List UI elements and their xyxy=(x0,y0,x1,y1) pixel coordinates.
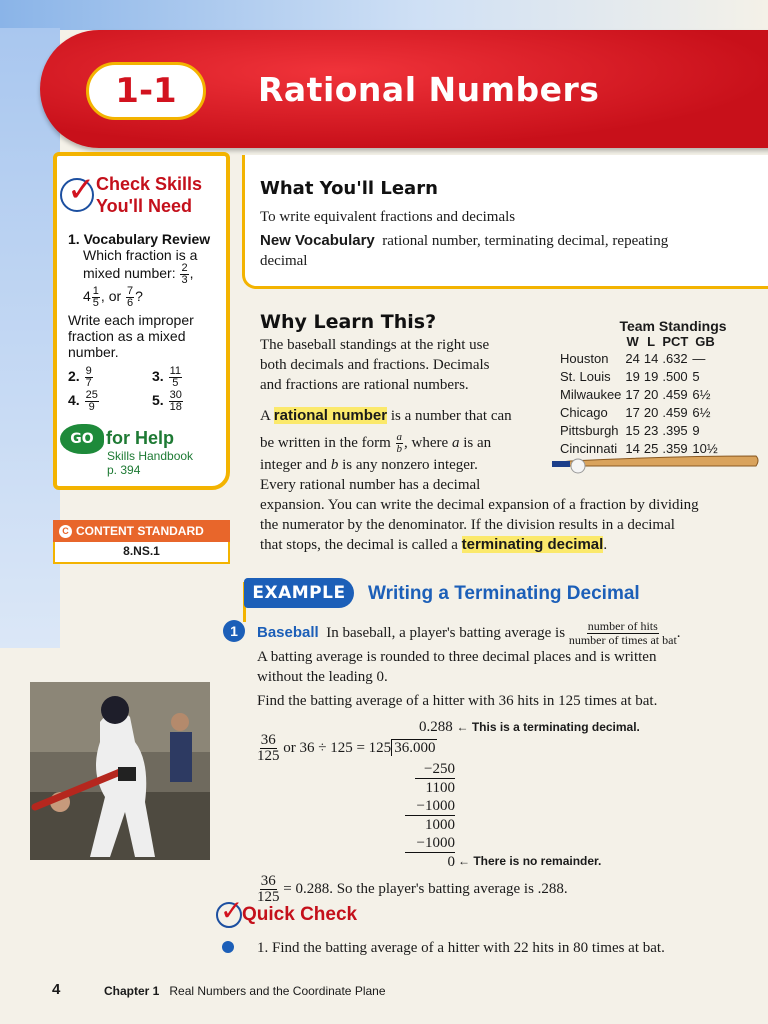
table-row: Pittsburgh 15 23 .395 9 xyxy=(560,423,700,438)
terminating-note: ← This is a terminating decimal. xyxy=(456,720,640,734)
quick-check-question: 1. Find the batting average of a hitter with 22 hits in 80 times at bat. xyxy=(257,940,665,956)
baseball-bat-icon xyxy=(550,452,760,476)
chapter-footer: Chapter 1 Real Numbers and the Coordinate Plane xyxy=(104,984,386,998)
table-row: Milwaukee 17 20 .459 6½ xyxy=(560,387,711,402)
standings-title: Team Standings xyxy=(619,318,727,334)
division-quotient: 0.288 ← This is a terminating decimal. xyxy=(419,719,640,735)
learn-objective: To write equivalent fractions and decimals xyxy=(260,209,516,225)
quick-check-title: Quick Check xyxy=(242,904,358,925)
skills-handbook-ref: Skills Handbook p. 394 xyxy=(107,449,194,477)
division-result: $\frac{36}{125}$ = 0.288. So the player's batting average is .288. xyxy=(257,873,568,905)
go-arrow-icon[interactable]: GO xyxy=(60,424,104,454)
content-standard-header: C CONTENT STANDARD xyxy=(53,520,230,542)
vocab-review-question: 1. Vocabulary Review Which fraction is a mixed number: $\frac{2}{3}$ , 4 $\frac{1}{5}$ , or $\frac{7}{6}$ ? xyxy=(68,231,211,309)
example-number: 1 xyxy=(223,620,245,642)
division-setup: $\frac{36}{125}$ or 36 ÷ 125 = 125 36.000 xyxy=(257,732,436,764)
team-standings-table xyxy=(558,318,768,458)
why-learn-heading: Why Learn This? xyxy=(260,311,437,333)
table-row: Cincinnati 14 25 .359 10½ xyxy=(560,441,718,456)
page-title: Rational Numbers xyxy=(258,70,600,109)
rational-number-definition: A rational number is a number that can be written in the form $\frac{a}{b}$ , where a is an integer and b is any nonzero integer. Every rational number has a decimal expansion. You can write the decimal expansion of a fraction by dividing the numerator by the denominator. If the division results in a decimal that stops, the decimal is called a terminating decimal. xyxy=(260,407,699,553)
division-steps: −250 1100 −1000 1000 −1000 0 xyxy=(395,760,455,871)
lesson-number-badge: 1-1 xyxy=(86,62,206,120)
exercise-list: 2. $\frac{9}{7}$ 3. $\frac{11}{5}$ 4. $\frac{25}{9}$ 5. $\frac{30}{18}$ xyxy=(68,365,182,413)
standings-header-row: W L PCT GB xyxy=(626,334,715,349)
table-row: St. Louis 19 19 .500 5 xyxy=(560,369,700,384)
term-terminating-decimal: terminating decimal xyxy=(461,536,604,553)
check-mark-icon: ✓ xyxy=(60,178,94,212)
standard-icon: C xyxy=(59,525,72,538)
what-learn-heading: What You'll Learn xyxy=(260,178,438,199)
content-standard-code: 8.NS.1 xyxy=(123,544,160,558)
for-help-link[interactable]: for Help xyxy=(106,428,175,448)
baseball-player-photo xyxy=(30,682,210,860)
new-vocabulary: New Vocabulary rational number, terminating decimal, repeating decimal xyxy=(260,232,669,269)
example-title: Writing a Terminating Decimal xyxy=(368,583,640,604)
check-skills-title: Check Skills You'll Need xyxy=(96,174,203,216)
page-number: 4 xyxy=(52,981,61,998)
example-intro: Baseball In baseball, a player's batting average is number of hits number of times at bat . A batting average is rounded to three decimal places and is written without the leading 0. Find the batting average of a hitter with 36 hits in 125 times at bat. xyxy=(257,619,681,709)
table-row: Chicago 17 20 .459 6½ xyxy=(560,405,711,420)
header-strip xyxy=(0,0,768,30)
bullet-icon xyxy=(222,941,234,953)
example-tag: EXAMPLE xyxy=(244,578,354,608)
table-row: Houston 24 14 .632 — xyxy=(560,351,706,366)
improper-fraction-instructions: Write each improper fraction as a mixed number. xyxy=(68,312,194,360)
term-rational-number: rational number xyxy=(273,407,388,424)
quick-check-icon: ✓ xyxy=(216,902,242,928)
no-remainder-note: ← There is no remainder. xyxy=(458,854,602,868)
why-learn-text: The baseball standings at the right use both decimals and fractions. Decimals and fractions are rational numbers. xyxy=(260,337,490,393)
